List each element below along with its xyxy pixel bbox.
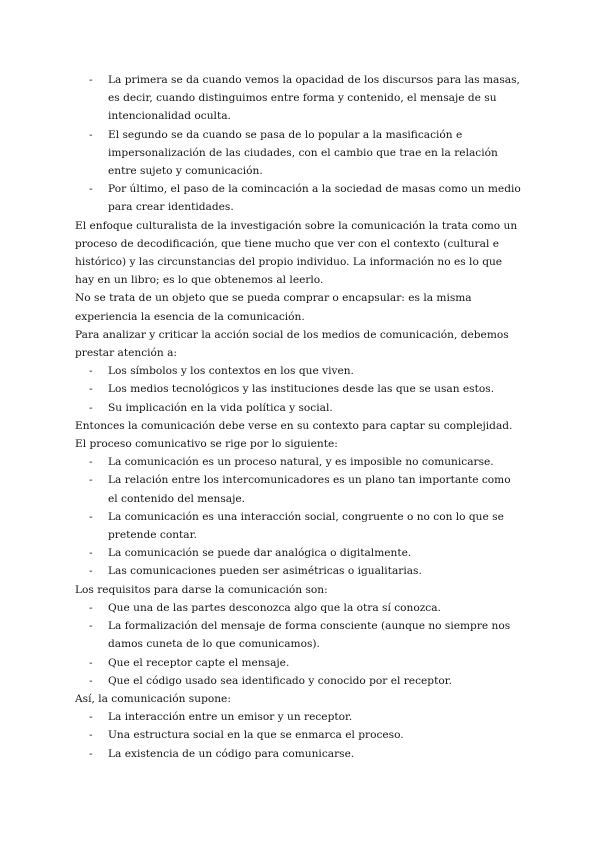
list-item [75, 726, 522, 744]
bullet-list-opacity [75, 71, 522, 217]
list-item [75, 180, 522, 216]
dash-bullet: - [89, 601, 93, 614]
dash-bullet: - [89, 729, 93, 742]
list-item [75, 708, 522, 726]
dash-bullet: - [89, 383, 93, 396]
list-item-text: Que una de las partes desconozca algo que la otra sí conozca. [108, 601, 441, 614]
list-item [75, 617, 522, 653]
paragraph-communication-context: Entonces la comunicación debe verse en su contexto para captar su complejidad. El proceso comunicativo se rige por lo siguiente: [75, 419, 513, 451]
dash-bullet: - [89, 510, 93, 523]
list-item [75, 562, 522, 580]
list-item [75, 599, 522, 617]
list-item-text: La relación entre los intercomunicadores es un plano tan importante como el contenido del mensaje. [108, 474, 511, 505]
list-item [75, 453, 522, 471]
list-item [75, 380, 522, 398]
dash-bullet: - [89, 401, 93, 414]
dash-bullet: - [89, 674, 93, 687]
list-item-text: La comunicación se puede dar analógica o digitalmente. [108, 547, 412, 560]
paragraph-communication-implies: Así, la comunicación supone: [75, 692, 231, 705]
dash-bullet: - [89, 128, 93, 141]
list-item-text: El segundo se da cuando se pasa de lo popular a la masificación e impersonalización de las ciudades, con el cambio que trae en la relación entre sujeto y comunicación. [108, 128, 498, 178]
list-item [75, 399, 522, 417]
paragraph-analyze-media: Para analizar y criticar la acción social de los medios de comunicación, debemos prestar atención a: [75, 328, 509, 360]
dash-bullet: - [89, 365, 93, 378]
list-item [75, 508, 522, 544]
list-item-text: La primera se da cuando vemos la opacidad de los discursos para las masas, es decir, cuando distinguimos entre forma y contenido, el mensaje de su intencionalidad oculta. [108, 74, 520, 123]
list-item-text: Las comunicaciones pueden ser asimétricas o igualitarias. [108, 565, 422, 578]
dash-bullet: - [89, 547, 93, 560]
dash-bullet: - [89, 620, 93, 633]
list-item-text: La existencia de un código para comunicarse. [108, 747, 355, 760]
list-item-text: Su implicación en la vida política y social. [108, 401, 333, 414]
dash-bullet: - [89, 74, 93, 86]
dash-bullet: - [89, 456, 93, 469]
list-item [75, 745, 522, 763]
bullet-list-requirements [75, 599, 522, 690]
list-item-text: Los símbolos y los contextos en los que viven. [108, 365, 354, 378]
list-item [75, 126, 522, 181]
list-item-text: La comunicación es un proceso natural, y es imposible no comunicarse. [108, 456, 494, 469]
list-item [75, 654, 522, 672]
list-item-text: La comunicación es una interacción social, congruente o no con lo que se pretende contar. [108, 510, 504, 542]
list-item [75, 672, 522, 690]
dash-bullet: - [89, 183, 93, 196]
list-item-text: Una estructura social en la que se enmarca el proceso. [108, 729, 404, 742]
list-item-text: La interacción entre un emisor y un receptor. [108, 711, 353, 724]
list-item-text: La formalización del mensaje de forma consciente (aunque no siempre nos damos cuneta de lo que comunicamos). [108, 620, 511, 651]
paragraph-requirements: Los requisitos para darse la comunicación son: [75, 583, 328, 596]
list-item [75, 362, 522, 380]
dash-bullet: - [89, 474, 93, 487]
list-item-text: Que el receptor capte el mensaje. [108, 656, 290, 669]
list-item [75, 71, 522, 126]
list-item-text: Los medios tecnológicos y las instituciones desde las que se usan estos. [108, 383, 495, 396]
list-item [75, 471, 522, 507]
dash-bullet: - [89, 711, 93, 724]
bullet-list-attention [75, 362, 522, 417]
paragraph-not-an-object: No se trata de un objeto que se pueda comprar o encapsular: es la misma experiencia la esencia de la comunicación. [75, 292, 472, 323]
dash-bullet: - [89, 747, 93, 760]
list-item [75, 544, 522, 562]
dash-bullet: - [89, 656, 93, 669]
list-item-text: Que el código usado sea identificado y conocido por el receptor. [108, 674, 452, 687]
dash-bullet: - [89, 565, 93, 578]
bullet-list-principles [75, 453, 522, 580]
bullet-list-implies [75, 708, 522, 763]
list-item-text: Por último, el paso de la comincación a la sociedad de masas como un medio para crear identidades. [108, 183, 521, 214]
paragraph-culturalist-approach: El enfoque culturalista de la investigación sobre la comunicación la trata como un proceso de decodificación, que tiene mucho que ver con el contexto (cultural e histórico) y las circunstancias del propio individuo. La información no es lo que hay en un libro; es lo que obtenemos al leerlo. [75, 219, 518, 287]
